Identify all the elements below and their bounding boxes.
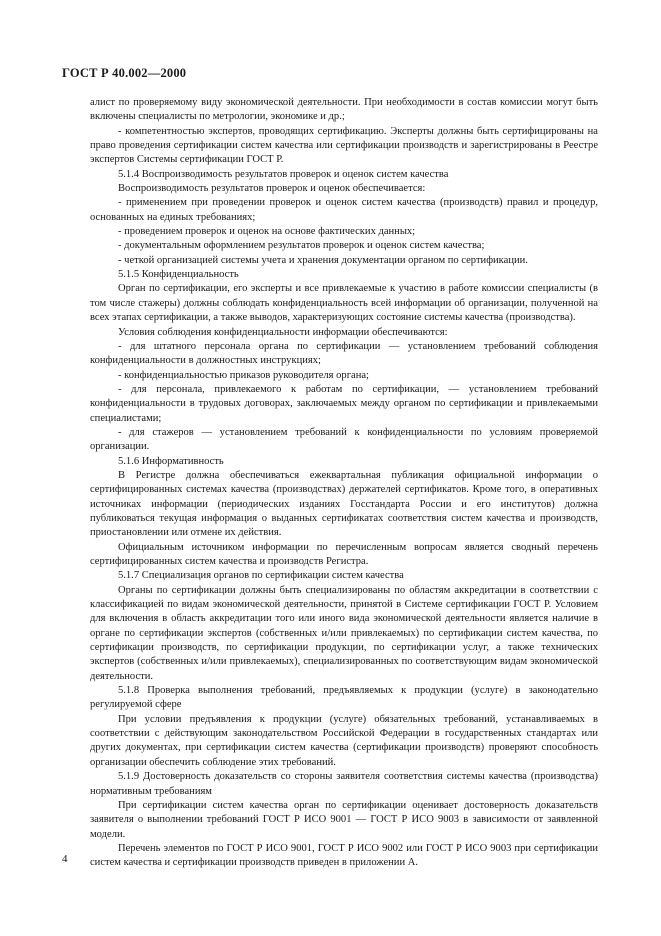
paragraph: Условия соблюдения конфиденциальности информации обеспечиваются: <box>118 326 448 338</box>
page-number: 4 <box>62 853 68 865</box>
list-item: - конфиденциальностью приказов руководителя органа; <box>118 369 369 381</box>
list-item: - применением при проведении проверок и оценок систем качества (производств) правил и процедур, основанных на единых требованиях; <box>90 197 598 223</box>
paragraph: Орган по сертификации, его эксперты и все привлекаемые к участию в работе комиссии специалисты (в том числе стажеры) должны соблюдать конфиденциальность всей информации об организации, полученной на всех этапах сертификации, а также выводов, характеризующих состояние системы качества (производства). <box>90 283 598 324</box>
paragraph: При сертификации систем качества орган по сертификации оценивает достоверность доказательств заявителя о выполнении требований ГОСТ Р ИСО 9001 — ГОСТ Р ИСО 9003 в зависимости от заявленной модели. <box>90 799 598 840</box>
list-item: - проведением проверок и оценок на основе фактических данных; <box>118 226 416 238</box>
section-heading-5-1-6: 5.1.6 Информативность <box>118 455 224 467</box>
section-heading-5-1-9: 5.1.9 Достоверность доказательств со стороны заявителя соответствия системы качества (производства) нормативным требованиям <box>90 771 598 797</box>
paragraph: В Регистре должна обеспечиваться ежеквартальная публикация официальной информации о сертифицированных системах качества (производствах) держателей сертификатов. Кроме того, в оперативных источниках информации (периодических изданиях Госстандарта России и его институтов) должна публиковаться текущая информация о выданных сертификатах соответствия систем качества и производств, приостановлении или отмене их действия. <box>90 469 598 539</box>
list-item: - для стажеров — установлением требований к конфиденциальности по условиям проверяемой организации. <box>90 426 598 453</box>
section-heading-5-1-5: 5.1.5 Конфиденциальность <box>118 269 239 281</box>
paragraph: Официальным источником информации по перечисленным вопросам является сводный перечень сертифицированных систем качества и производств Регистра. <box>90 541 598 567</box>
list-item: - для персонала, привлекаемого к работам по сертификации, — установлением требований конфиденциальности в трудовых договорах, заключаемых между органом по сертификации и привлекаемыми специалистами; <box>90 383 598 424</box>
section-heading-5-1-4: 5.1.4 Воспроизводимость результатов проверок и оценок систем качества <box>118 168 449 180</box>
paragraph: - компетентностью экспертов, проводящих сертификацию. Эксперты должны быть сертифицированы на право проведения сертификации систем качества или сертификации производств и зарегистрированы в Реестре экспертов Системы сертификации ГОСТ Р. <box>90 125 598 166</box>
section-heading-5-1-7: 5.1.7 Специализация органов по сертификации систем качества <box>118 570 404 582</box>
section-heading-5-1-8: 5.1.8 Проверка выполнения требований, предъявляемых к продукции (услуге) в законодательно регулируемой сфере <box>90 685 598 711</box>
document-header: ГОСТ Р 40.002—2000 <box>62 66 187 80</box>
list-item: - документальным оформлением результатов проверок и оценок систем качества; <box>118 240 485 252</box>
paragraph: Перечень элементов по ГОСТ Р ИСО 9001, ГОСТ Р ИСО 9002 или ГОСТ Р ИСО 9003 при сертификации систем качества и сертификации производств приведен в приложении А. <box>90 842 598 869</box>
paragraph: При условии предъявления к продукции (услуге) обязательных требований, устанавливаемых в соответствии с действующим законодательством Российской Федерации в государственных стандартах или других документах, при сертификации систем качества (сертификации производств) проверяют способность организации обеспечить соблюдение этих требований. <box>90 713 598 768</box>
list-item: - четкой организацией системы учета и хранения документации органом по сертификации. <box>118 254 528 266</box>
body-text <box>90 96 598 871</box>
paragraph: алист по проверяемому виду экономической деятельности. При необходимости в состав комиссии могут быть включены специалисты по метрологии, экономике и др.; <box>90 97 598 123</box>
paragraph: Воспроизводимость результатов проверок и оценок обеспечивается: <box>118 183 426 195</box>
list-item: - для штатного персонала органа по сертификации — установлением требований соблюдения конфиденциальности в должностных инструкциях; <box>90 340 598 367</box>
paragraph: Органы по сертификации должны быть специализированы по областям аккредитации в соответствии с классификацией по видам экономической деятельности, принятой в Системе сертификации ГОСТ Р. Условием для включения в область аккредитации того или иного вида экономической деятельности является наличие в органе по сертификации экспертов (собственных и/или привлекаемых) по сертификации систем качества, по сертификации производств, по сертификации продукции, по сертификации услуг, а также технических экспертов (собственных и/или привлекаемых), специализированных по соответствующим видам экономической деятельности. <box>90 584 598 682</box>
